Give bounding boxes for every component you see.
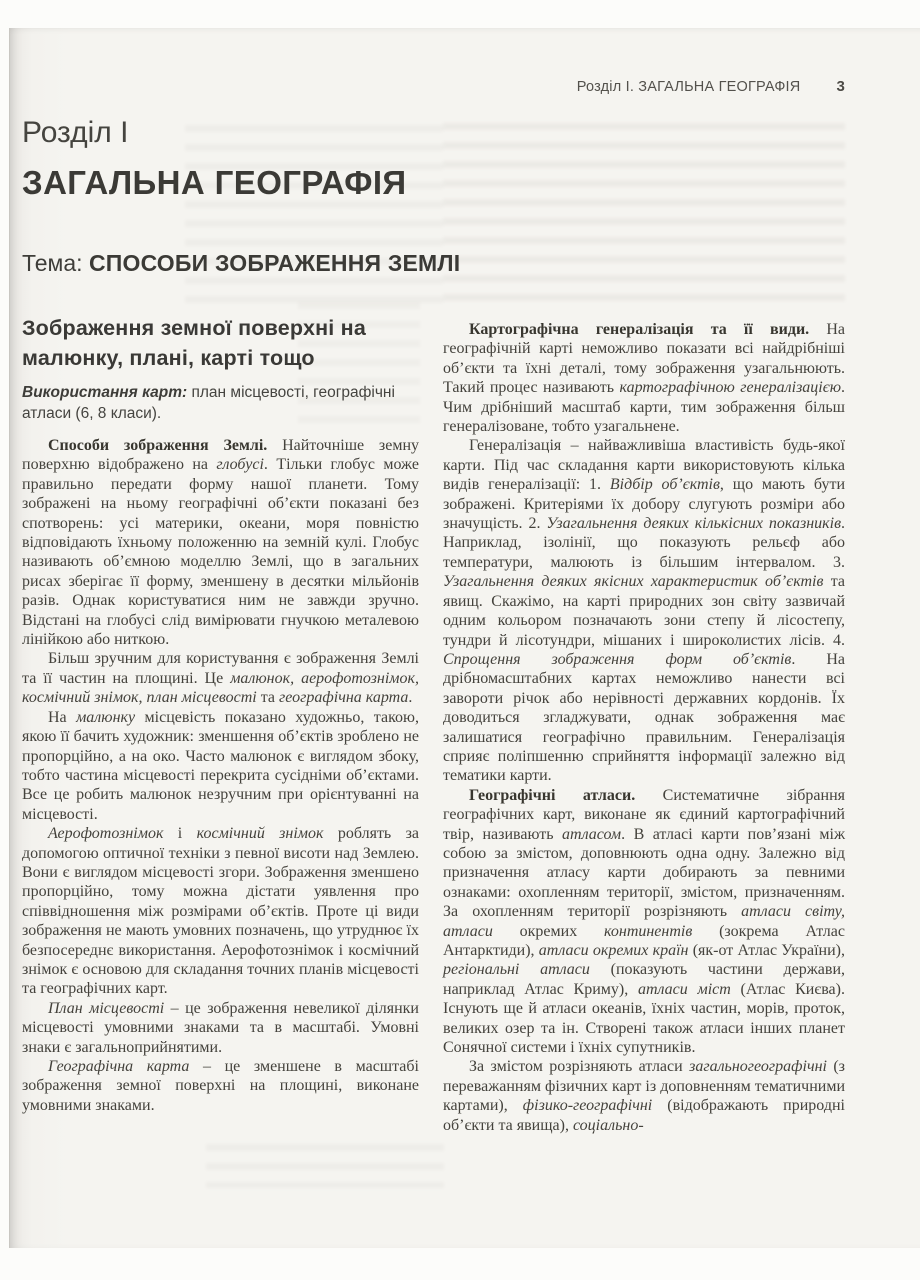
text-run: (як-от Атлас України), (688, 942, 845, 959)
paragraph (22, 708, 419, 824)
paragraph (443, 1057, 845, 1135)
text-run: глобусі (216, 456, 264, 474)
section-heading: Зображення земної поверхні на малюнку, плані, карті тощо (22, 316, 366, 370)
paragraph (443, 320, 845, 436)
text-run: – це зображення невеликої ділянки місцевості умовними знаками та в масштабі. Умовні знаки є загальноприйнятими. (22, 999, 419, 1056)
page-bleedthrough (443, 123, 845, 313)
text-run: окремих (492, 922, 604, 940)
paragraph (22, 436, 419, 649)
text-run: Узагальнення деяких якісних характеристик об’єктів (443, 573, 824, 591)
chapter-title: ЗАГАЛЬНА ГЕОГРАФІЯ (22, 164, 407, 201)
left-column-paragraphs (22, 436, 419, 1115)
paragraph (22, 999, 419, 1057)
text-run: . Тільки глобус може правильно передати форму нашої планети. Тому зображені на ньому географічні об’єкти показані без спотворень: усі материки, океани, моря повністю відповідають їхньому положенню на земній кулі. Глобус називають об’ємною моделлю Землі, що в загальних рисах зберігає її форму, зменшену в десятки мільйонів разів. Однак користуватися ним не завжди зручно. Відстані на глобусі слід вимірювати гнучкою металевою лінійкою або ниткою. (22, 456, 419, 649)
text-run: Аерофотознімок (48, 825, 164, 843)
paragraph (443, 786, 845, 1058)
text-run: географічна карта (279, 689, 409, 707)
text-run: та (256, 689, 280, 707)
text-run: роблять за допомогою оптичної техніки з певної висоти над Землею. Вони є виглядом місцевості згори. Зображення зменшено пропорційно, тому можна дістати уявлення про співвідношення між розмірами об’єктів. Проте ці види зображення не мають умовних позначень, що утруднює їх безпосереднє використання. Аерофотознімок і космічний знімок є основою для складання точних планів місцевості та географічних карт. (22, 825, 420, 998)
text-run: фізико-географічні (522, 1097, 653, 1115)
text-run: Систематичне зібрання географічних карт, виконане як єдиний картографічний твір, називають (443, 786, 845, 843)
text-run: атласи міст (637, 980, 731, 998)
text-run: Географічні атласи. (469, 786, 636, 804)
text-run: Способи зображення Землі. (48, 437, 268, 454)
text-run: Картографічна генералізація та її види. (469, 321, 810, 338)
page-number: 3 (836, 78, 845, 95)
paragraph (443, 436, 845, 785)
text-run: – це зменшене в масштабі зображення земної поверхні на площині, виконане умовними знаками. (22, 1058, 419, 1114)
text-run: . (408, 689, 413, 707)
text-run: Більш зручним для користування є зображення Землі та її частин на площині. Це (22, 650, 419, 687)
theme-title: СПОСОБИ ЗОБРАЖЕННЯ ЗЕМЛІ (88, 250, 461, 276)
text-run: (Атлас Києва). Існують ще й атласи океанів, їхніх частин, морів, проток, великих озер та ін. Створені також атласи інших планет Сонячної системи і їхніх супутників. (443, 980, 845, 1057)
text-run: та явищ. Скажімо, на карті природних зон світу зазвичай одним кольором позначають зони степу й лісостепу, тундри й лісотундри, мішаних і широколистих лісів. 4. (443, 573, 845, 649)
paragraph (22, 649, 419, 707)
text-run: Генералізація – найважливіша властивість будь-якої карти. Під час складання карти використовують кілька видів генералізації: 1. (443, 437, 845, 494)
text-run: (з переважанням фізичних карт із доповненням тематичними картами), (443, 1058, 845, 1115)
page-bleedthrough (206, 1144, 444, 1188)
text-run: континентів (604, 922, 693, 940)
paragraph (22, 1057, 419, 1115)
text-run: За змістом розрізняють атласи (469, 1058, 690, 1076)
text-run: і (163, 825, 197, 843)
text-run: загальногеографічні (689, 1058, 827, 1076)
text-run: Використання карт: (22, 384, 188, 401)
text-run: , що мають бути зображені. Критеріями їх добору слугують розміри або значущість. 2. (443, 476, 846, 533)
text-run: . В атласі карти пов’язані між собою за змістом, доповнюють одна одну. Залежно від призначення атласу карти добирають за певними ознаками: охопленням території, змістом, призначенням. За охопленням території розрізняють (443, 825, 846, 921)
running-header-title: Розділ І. ЗАГАЛЬНА ГЕОГРАФІЯ (576, 79, 801, 95)
book-page (9, 28, 920, 1248)
text-run: космічний знімок (196, 825, 324, 843)
theme-heading (22, 250, 460, 277)
text-run: . Наприклад, ізолінії, що показують рельєф або температури, малюють із більшим інтервалом. 3. (443, 515, 846, 571)
text-run: картографічною генералізацією (619, 379, 842, 397)
text-run: Спрощення зображення форм об’єктів (443, 650, 792, 668)
text-run: . На дрібномасштабних картах неможливо нанести всі завороти річок або нерівності державних кордонів. Їх доводиться згладжувати, однак зображення має залишатися географічно правильним. Генералізація сприяє поліпшенню сприйняття інформації залежно від тематики карти. (443, 650, 846, 785)
running-header (443, 78, 845, 95)
text-run: атласи окремих країн (538, 942, 689, 959)
text-run: На (48, 708, 77, 726)
text-run: місцевість показано художньо, такою, якою її бачить художник: зменшення об’єктів зроблено не пропорційно, а на око. Часто малюнок є виглядом збоку, тобто частина місцевості перекрита сусідніми об’єктами. Все це робить малюнок незручним при орієнтуванні на місцевості. (22, 708, 419, 823)
left-column (22, 313, 419, 1115)
text-run: . Чим дрібніший масштаб карти, тим зображення більш генералізоване, тобто узагальнене. (443, 379, 846, 436)
text-run: малюнку (76, 708, 136, 726)
text-run: малюнок, аерофотознімок, космічний знімок, план місцевості (22, 669, 419, 707)
chapter-kicker: Розділ І (22, 116, 129, 149)
text-run: Географічна карта (48, 1058, 190, 1075)
text-run: план місцевості, географічні атласи (6, 8 класи). (22, 384, 395, 422)
text-run: атласом (562, 825, 622, 843)
text-run: (зокрема Атлас Антарктиди), (443, 922, 845, 959)
theme-label: Тема: (22, 250, 89, 276)
text-run: (показують частини держави, наприклад Атлас Криму), (443, 961, 845, 998)
text-run: атласи світу, атласи (443, 903, 846, 940)
text-run: Відбір об’єктів (609, 476, 720, 494)
text-run: соціально- (572, 1116, 644, 1134)
paragraph (22, 824, 419, 999)
text-run: Найточніше земну поверхню відображено на (22, 437, 420, 474)
text-run: На географічній карті неможливо показати всі найдрібніші об’єкти та їхні деталі, тому зображення узагальнюють. Такий процес називають (443, 321, 846, 397)
text-run: (відображають природні об’єкти та явища), (443, 1097, 845, 1134)
text-run: План місцевості (48, 999, 165, 1017)
text-run: Узагальнення деяких кількісних показників (546, 515, 842, 533)
text-run: регіональні атласи (443, 961, 590, 979)
right-column (443, 320, 845, 1135)
usage-note (22, 382, 419, 424)
